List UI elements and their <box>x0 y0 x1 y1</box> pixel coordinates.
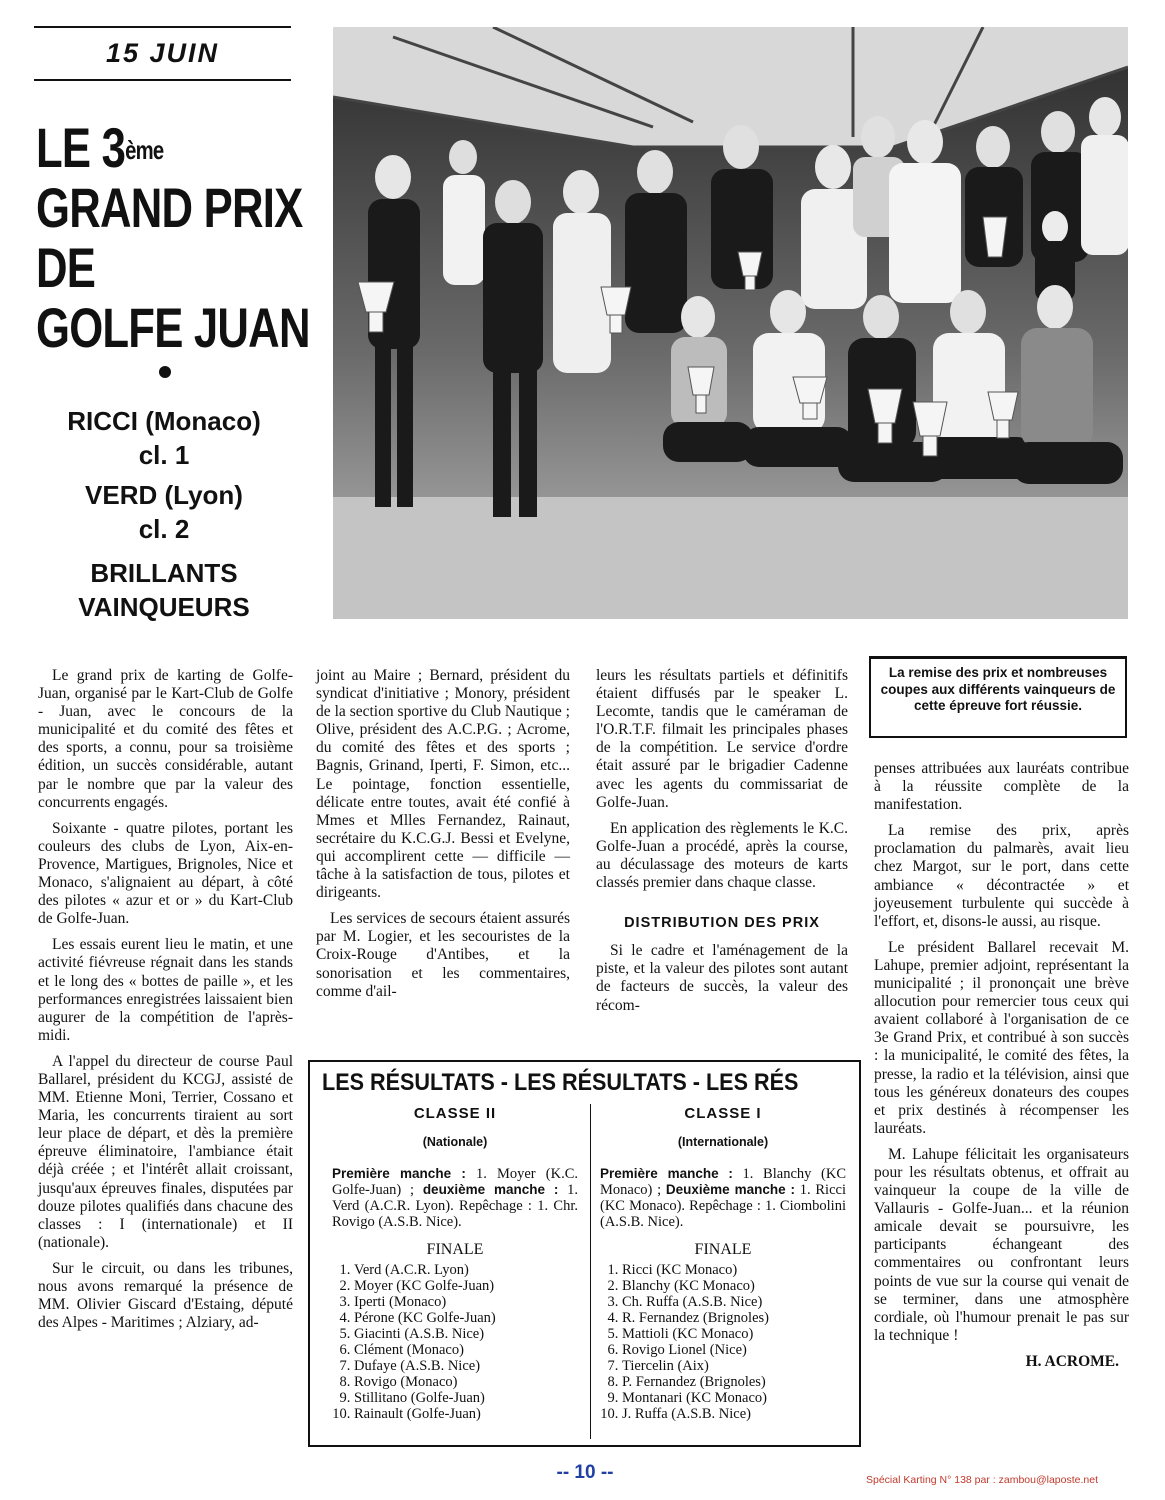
group-photo <box>333 27 1128 619</box>
article-column-4 <box>874 760 1129 1379</box>
article-paragraph: Les services de secours étaient assurés par M. Logier, et les secouristes de la Croix-Rouge d'Antibes, et la sonorisation et les commentaires, comme d'ail- <box>316 910 570 1000</box>
final-heading: FINALE <box>694 1241 752 1258</box>
final-standings <box>600 1262 846 1422</box>
class-title: CLASSE II <box>413 1105 497 1122</box>
headline-line-1 <box>36 118 239 178</box>
subtitle-verd-line-2: cl. 2 <box>138 514 190 544</box>
class-title: CLASSE I <box>684 1105 762 1122</box>
list-item: 5. Mattioli (KC Monaco) <box>622 1326 846 1342</box>
article-paragraph: Le président Ballarel recevait M. Lahupe, premier adjoint, représentant la municipalité ; il prononçait une brève allocution pour remercier tous ceux qui avaient collaboré à l'organisation de ce 3e Grand Prix, et contribué à son succès : la municipalité, le comité des fêtes, la presse, la radio et la télévision, ainsi que tous les généreux donateurs des coupes et prix destinés à récompenser les lauréats. <box>874 938 1129 1137</box>
heat1-label: Première manche : <box>600 1166 733 1181</box>
final-heading: FINALE <box>426 1241 484 1258</box>
article-paragraph: M. Lahupe félicitait les organisateurs pour les résultats obtenus, et offrait au vainqueur la coupe de la ville de Vallauris - Golfe-Juan... et la réunion amicale devait se poursuivre, les participants échangeant des commentaires ou confrontant leurs points de vue sur la course qui venait de se terminer, dans une atmosphère cordiale, où l'humour prenait le pas sur la technique ! <box>874 1145 1129 1344</box>
results-title: LES RÉSULTATS - LES RÉSULTATS - LES RÉS <box>322 1069 799 1096</box>
list-item: 9. Stillitano (Golfe-Juan) <box>354 1390 578 1406</box>
list-item: 6. Clément (Monaco) <box>354 1342 578 1358</box>
list-item: 4. Pérone (KC Golfe-Juan) <box>354 1310 578 1326</box>
article-column-2 <box>316 667 570 1009</box>
results-class-1 <box>600 1106 846 1422</box>
article-paragraph: Les essais eurent lieu le matin, et une activité fiévreuse régnait dans les stands et le long des « bottes de paille », et les performances enregistrées laissaient bien augurer de la compétition de l'après-midi. <box>38 936 293 1044</box>
bullet-dot-icon <box>155 362 175 382</box>
subtitle-ricci-line-2: cl. 1 <box>138 440 190 470</box>
list-item: 1. Ricci (KC Monaco) <box>622 1262 846 1278</box>
subtitle-winners <box>34 556 294 624</box>
article-paragraph: La remise des prix, après proclamation du palmarès, avait lieu chez Margot, sur le port, dans cette ambiance « décontractée » et joyeusement turbulente qui succède à l'effort, et, disons-le aussi, au risque. <box>874 822 1129 930</box>
heat2-label: deuxième manche : <box>422 1182 559 1197</box>
photo-caption: La remise des prix et nombreuses coupes aux différents vainqueurs de cette épreuve fort réussie. <box>869 656 1127 738</box>
list-item: 2. Blanchy (KC Monaco) <box>622 1278 846 1294</box>
subtitle-ricci-line-1: RICCI (Monaco) <box>67 406 261 436</box>
article-column-1 <box>38 667 293 1340</box>
article-paragraph: leurs les résultats partiels et définitifs étaient diffusés par le speaker L. Lecomte, tandis que le caméraman de l'O.R.T.F. filmait les principales phases de la compétition. Le service d'ordre était assuré par le brigadier Cadenne avec les agents du commissariat de Golfe-Juan. <box>596 667 848 811</box>
top-rule <box>34 26 291 28</box>
heat2-result: 1. Verd (A.C.R. Lyon). Repêchage : 1. Chr. Rovigo (A.S.B. Nice). <box>332 1182 579 1230</box>
list-item: 7. Tiercelin (Aix) <box>622 1358 846 1374</box>
list-item: 8. Rovigo (Monaco) <box>354 1374 578 1390</box>
list-item: 8. P. Fernandez (Brignoles) <box>622 1374 846 1390</box>
class-category: (Internationale) <box>677 1135 769 1149</box>
date-rule <box>34 79 291 81</box>
subtitle-ricci <box>34 404 294 472</box>
subtitle-winners-line-1: BRILLANTS <box>90 558 238 588</box>
heat2-label: Deuxième manche : <box>665 1182 795 1197</box>
final-standings <box>332 1262 578 1422</box>
headline-text-1: LE 3 <box>36 116 126 179</box>
article-paragraph: Si le cadre et l'aménagement de la piste, et la valeur des pilotes sont autant de facteurs de succès, la valeur des récom- <box>596 942 848 1014</box>
headline-superscript: ème <box>125 135 164 165</box>
headline-line-3: DE <box>36 236 96 299</box>
group-photo-image <box>333 27 1128 619</box>
list-item: 6. Rovigo Lionel (Nice) <box>622 1342 846 1358</box>
article-paragraph: En application des règlements le K.C. Golfe-Juan a procédé, après la course, au déculassage des moteurs de karts classés premier dans chaque classe. <box>596 819 848 892</box>
article-paragraph: Le grand prix de karting de Golfe-Juan, organisé par le Kart-Club de Golfe - Juan, avec le concours de la municipalité et du comité des fêtes et des sports, a connu, pour sa troisième édition, un succès considérable, autant par le nombre que par la valeur des concurrents engagés. <box>38 667 293 811</box>
list-item: 10. Rainault (Golfe-Juan) <box>354 1406 578 1422</box>
article-paragraph: A l'appel du directeur de course Paul Ballarel, président du KCGJ, assisté de MM. Etienne Moni, Terrier, Cossano et Maria, les concurrents tiraient au sort leur place de départ, et dès la première épreuve éliminatoire, l'ambiance était déjà créée ; et l'intérêt allait croissant, jusqu'aux épreuves finales, disputées par douze pilotes qualifiés dans chacune des classes : I (internationale) et II (nationale). <box>38 1052 293 1251</box>
page-number: -- 10 -- <box>556 1462 614 1483</box>
list-item: 1. Verd (A.C.R. Lyon) <box>354 1262 578 1278</box>
headline <box>36 116 310 359</box>
class-category: (Nationale) <box>422 1135 488 1149</box>
heat1-result: 1. Moyer (K.C. Golfe-Juan) ; <box>332 1166 578 1198</box>
article-paragraph: joint au Maire ; Bernard, président du syndicat d'initiative ; Monory, président de la section sportive du Club Nautique ; Olive, président des A.C.P.G. ; Acrome, du comité des fêtes et des sports ; Bagnis, Grinand, Iperti, F. Simon, etc... Le pointage, fonction essentielle, délicate entre toutes, avait été confié à Mmes et Mlles Fernandez, Rainaut, secrétaire du K.C.G.J. Bessi et Evelyne, qui accomplirent cette — difficile — tâche à la satisfaction de tous, pilotes et dirigeants. <box>316 667 570 902</box>
results-class-2 <box>332 1106 578 1422</box>
list-item: 3. Iperti (Monaco) <box>354 1294 578 1310</box>
list-item: 10. J. Ruffa (A.S.B. Nice) <box>622 1406 846 1422</box>
article-column-3 <box>596 667 848 1023</box>
list-item: 2. Moyer (KC Golfe-Juan) <box>354 1278 578 1294</box>
headline-line-2: GRAND PRIX <box>36 176 303 239</box>
article-paragraph: Soixante - quatre pilotes, portant les couleurs des clubs de Lyon, Aix-en-Provence, Martigues, Brignoles, Nice et Monaco, s'alignaient au départ, à côté des pilotes « azur et or » du Kart-Club de Golfe-Juan. <box>38 819 293 928</box>
heat-results <box>600 1166 846 1230</box>
subtitle-verd <box>34 478 294 546</box>
results-box <box>308 1060 861 1447</box>
list-item: 7. Dufaye (A.S.B. Nice) <box>354 1358 578 1374</box>
issue-date: 15 JUIN <box>105 38 220 68</box>
subtitle-winners-line-2: VAINQUEURS <box>78 592 250 622</box>
list-item: 4. R. Fernandez (Brignoles) <box>622 1310 846 1326</box>
results-divider <box>590 1104 591 1439</box>
author-signature: H. ACROME. <box>1025 1352 1119 1370</box>
list-item: 5. Giacinti (A.S.B. Nice) <box>354 1326 578 1342</box>
section-heading-prizes: DISTRIBUTION DES PRIX <box>624 915 820 932</box>
subtitle-verd-line-1: VERD (Lyon) <box>85 480 243 510</box>
heat-results <box>332 1166 578 1230</box>
article-paragraph: penses attribuées aux lauréats contribue à la réussite complète de la manifestation. <box>874 760 1129 814</box>
list-item: 3. Ch. Ruffa (A.S.B. Nice) <box>622 1294 846 1310</box>
heat2-result: 1. Ricci (KC Monaco). Repêchage : 1. Ciombolini (A.S.B. Nice). <box>600 1182 846 1230</box>
headline-line-4: GOLFE JUAN <box>36 296 310 359</box>
heat1-result: 1. Blanchy (KC Monaco) ; <box>600 1166 847 1198</box>
list-item: 9. Montanari (KC Monaco) <box>622 1390 846 1406</box>
scan-credit: Spécial Karting N° 138 par : zambou@laposte.net <box>866 1474 1098 1486</box>
article-paragraph: Sur le circuit, ou dans les tribunes, nous avons remarqué la présence de MM. Olivier Giscard d'Estaing, député des Alpes - Maritimes ; Alziary, ad- <box>38 1259 293 1332</box>
heat1-label: Première manche : <box>332 1166 466 1181</box>
